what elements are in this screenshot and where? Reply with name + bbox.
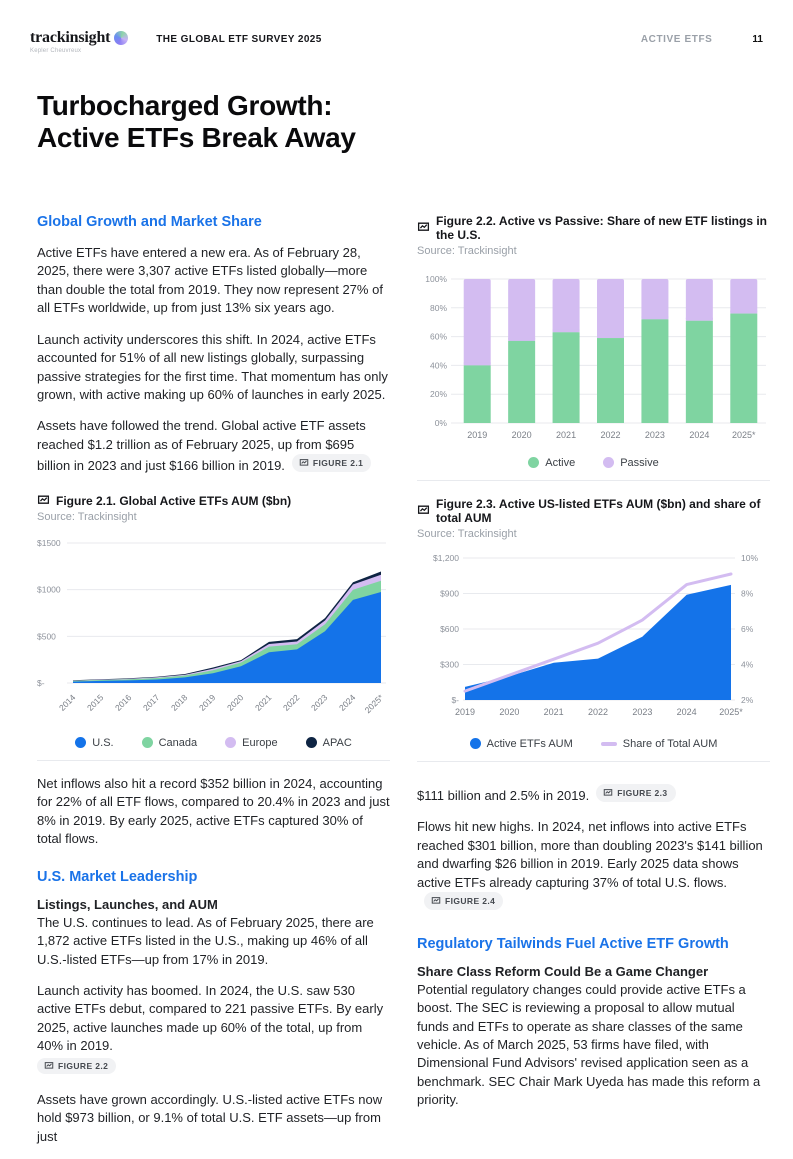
- figure-2-2-reference-badge[interactable]: [37, 1058, 116, 1074]
- figure-chart-icon: [603, 788, 613, 798]
- figure-caption-text: Figure 2.3. Active US-listed ETFs AUM ($bn) and share of total AUM: [436, 496, 761, 525]
- badge-label: FIGURE 2.4: [445, 896, 496, 907]
- section-label: ACTIVE ETFS: [640, 34, 713, 45]
- legend-label: Passive: [620, 456, 659, 469]
- left-column: [37, 214, 390, 1159]
- svg-text:2019: 2019: [467, 429, 488, 440]
- figure-2-1-source: Source: Trackinsight: [37, 510, 137, 523]
- svg-text:2023: 2023: [308, 692, 330, 713]
- page-title-line1: Turbocharged Growth:: [37, 90, 333, 121]
- legend-item-share-of-total-aum: [601, 738, 718, 750]
- brand-logo-text: [30, 30, 110, 54]
- paragraph-text: $111 billion and 2.5% in 2019.: [417, 787, 590, 803]
- svg-text:2024: 2024: [689, 429, 710, 440]
- svg-text:2025*: 2025*: [732, 429, 756, 440]
- figure-2-1: [37, 494, 390, 761]
- svg-text:2024: 2024: [336, 692, 358, 713]
- svg-text:0%: 0%: [434, 417, 447, 428]
- legend-item-active: [528, 457, 575, 469]
- svg-text:$-: $-: [451, 694, 459, 705]
- subheading-share-class-reform: Share Class Reform Could Be a Game Changer: [417, 963, 709, 979]
- legend-item-canada: [142, 737, 198, 749]
- legend-label: APAC: [322, 736, 352, 749]
- paragraph: [417, 818, 770, 913]
- paragraph: Launch activity has boomed. In 2024, the U.S. saw 530 active ETFs debut, compared to 221 passive ETFs. By early 2025, active launches made up 60% of the total, up from 40% in 2019.: [37, 983, 384, 1054]
- paragraph-text: Assets have followed the trend. Global active ETF assets reached $1.2 trillion as of February 2025, up from $695 billion in 2023 and just $166 billion in 2019.: [37, 418, 366, 474]
- svg-text:2023: 2023: [644, 429, 665, 440]
- chart-icon: [37, 494, 50, 507]
- legend-label: Share of Total AUM: [622, 737, 718, 750]
- heading-regulatory-tailwinds: Regulatory Tailwinds Fuel Active ETF Growth: [417, 935, 729, 952]
- figure-caption-text: Figure 2.1. Global Active ETFs AUM ($bn): [56, 493, 292, 508]
- legend-swatch-apac: [306, 737, 317, 748]
- figure-caption-text: Figure 2.2. Active vs Passive: Share of new ETF listings in the U.S.: [436, 213, 767, 242]
- chart-icon: [417, 504, 430, 517]
- svg-text:100%: 100%: [425, 273, 447, 284]
- svg-text:8%: 8%: [741, 588, 754, 599]
- badge-label: FIGURE 2.1: [312, 458, 364, 469]
- svg-text:2021: 2021: [556, 429, 577, 440]
- paragraph: Assets have grown accordingly. U.S.-listed active ETFs now hold $973 billion, or 9.1% of total U.S. ETF assets—up from just: [37, 1091, 383, 1144]
- figure-2-3-legend: [417, 738, 770, 750]
- svg-text:2020: 2020: [499, 706, 520, 717]
- page-number: 11: [752, 34, 763, 45]
- svg-text:4%: 4%: [741, 659, 754, 670]
- legend-item-active-etfs-aum: [470, 738, 573, 750]
- content-columns: [30, 213, 767, 1159]
- page-title-line2: Active ETFs Break Away: [37, 121, 356, 153]
- figure-2-2-source: Source: Trackinsight: [417, 244, 517, 257]
- svg-text:40%: 40%: [429, 360, 447, 371]
- legend-label: Active ETFs AUM: [486, 737, 573, 750]
- badge-label: FIGURE 2.2: [58, 1060, 109, 1071]
- svg-text:$1500: $1500: [37, 537, 61, 548]
- paragraph: Potential regulatory changes could provide active ETFs a boost. The SEC is reviewing a proposal to allow mutual funds and ETFs to operate as share classes of the same vehicle. As of March 2025, 53 firms have filed, with Dimensional Fund Advisors' revised application seen as a benchmark. SEC Chair Mark Uyeda has made this reform a priority.: [417, 981, 761, 1108]
- brand-logo[interactable]: [30, 30, 128, 54]
- heading-global-growth: Global Growth and Market Share: [37, 213, 262, 230]
- svg-text:2016: 2016: [112, 692, 134, 713]
- badge-label: FIGURE 2.3: [617, 787, 668, 798]
- figure-2-2-caption: [417, 214, 770, 242]
- figure-2-3-chart: [417, 550, 770, 730]
- legend-swatch-passive: [603, 457, 614, 468]
- svg-text:$900: $900: [440, 588, 459, 599]
- figure-2-1-chart: [37, 533, 390, 733]
- divider: [417, 480, 770, 481]
- brand-subtitle: Kepler Cheuvreux: [30, 48, 82, 54]
- svg-text:$500: $500: [37, 631, 56, 642]
- paragraph: [37, 417, 390, 475]
- figure-2-1-reference-badge[interactable]: [292, 454, 371, 472]
- svg-text:2020: 2020: [511, 429, 532, 440]
- figure-2-3-source: Source: Trackinsight: [417, 527, 517, 540]
- svg-text:$1000: $1000: [37, 584, 61, 595]
- legend-label: U.S.: [92, 736, 114, 749]
- legend-item-us: [75, 737, 113, 749]
- header-right: [641, 34, 763, 45]
- area-line-chart: [417, 550, 770, 730]
- legend-swatch-active: [528, 457, 539, 468]
- svg-text:2021: 2021: [252, 692, 274, 713]
- svg-text:10%: 10%: [741, 552, 759, 563]
- svg-text:2017: 2017: [140, 692, 162, 713]
- svg-text:2019: 2019: [196, 692, 218, 713]
- figure-2-1-legend: [37, 737, 390, 749]
- svg-text:60%: 60%: [429, 331, 447, 342]
- paragraph: Net inflows also hit a record $352 billion in 2024, accounting for 22% of all ETF flows, compared to 20.4% in 2023 and just 8% in 2019. By early 2025, active ETFs captured 30% of total flows.: [37, 775, 390, 847]
- legend-swatch-share: [601, 742, 617, 746]
- paragraph: The U.S. continues to lead. As of February 2025, there are 1,872 active ETFs listed in the U.S., making up 46% of all U.S.-listed ETFs—up from 17% in 2019.: [37, 914, 374, 967]
- svg-text:$600: $600: [440, 623, 459, 634]
- heading-us-market-leadership: U.S. Market Leadership: [37, 868, 198, 885]
- svg-text:2025*: 2025*: [362, 692, 386, 715]
- legend-swatch-us: [75, 737, 86, 748]
- subheading-listings-launches-aum: Listings, Launches, and AUM: [37, 896, 218, 912]
- svg-text:2021: 2021: [543, 706, 564, 717]
- figure-chart-icon: [431, 896, 441, 906]
- figure-chart-icon: [44, 1061, 54, 1071]
- figure-2-3: [417, 497, 770, 762]
- page-header: [30, 30, 763, 54]
- right-column: [417, 214, 770, 1159]
- svg-text:2019: 2019: [454, 706, 476, 717]
- svg-text:2022: 2022: [587, 706, 609, 717]
- figure-chart-icon: [299, 458, 309, 468]
- brand-logo-icon: [114, 31, 128, 45]
- svg-text:$300: $300: [440, 659, 459, 670]
- legend-swatch-europe: [225, 737, 236, 748]
- divider: [37, 760, 390, 761]
- svg-text:$1,200: $1,200: [433, 552, 459, 563]
- figure-2-4-reference-badge[interactable]: [424, 892, 503, 910]
- paragraph: Launch activity underscores this shift. In 2024, active ETFs accounted for 51% of all new listings globally, surpassing passive strategies for the first time. That momentum has only grown, with active making up 60% of launches in early 2025.: [37, 331, 388, 402]
- paragraph-text: Flows hit new highs. In 2024, net inflows into active ETFs reached $301 billion, more than doubling 2023's $141 billion and dwarfing $26 billion in 2019. Early 2025 data shows active ETFs already capturing 37% of total U.S. flows.: [417, 819, 763, 890]
- figure-2-2: [417, 214, 770, 481]
- svg-text:80%: 80%: [429, 302, 447, 313]
- figure-2-3-reference-badge[interactable]: [596, 784, 675, 802]
- paragraph: Active ETFs have entered a new era. As of February 28, 2025, there were 3,307 active ETFs listed globally—more than double the total from 2019. They now represent 27% of all ETFs worldwide, up from just 13% six years ago.: [37, 244, 383, 316]
- paragraph: [417, 784, 770, 805]
- svg-text:2018: 2018: [168, 692, 190, 713]
- svg-text:2022: 2022: [280, 692, 302, 713]
- svg-text:2%: 2%: [741, 694, 754, 705]
- svg-text:2024: 2024: [676, 706, 697, 717]
- stacked-area-chart: [37, 533, 390, 733]
- figure-2-3-caption: [417, 497, 770, 525]
- legend-item-passive: [603, 457, 659, 469]
- svg-text:2014: 2014: [56, 692, 78, 713]
- stacked-bar-chart: [417, 267, 770, 453]
- figure-2-2-legend: [417, 457, 770, 469]
- svg-text:2025*: 2025*: [719, 706, 743, 717]
- svg-text:$-: $-: [37, 677, 45, 688]
- svg-text:2022: 2022: [600, 429, 621, 440]
- svg-text:2020: 2020: [224, 692, 246, 713]
- svg-text:2015: 2015: [84, 692, 106, 713]
- legend-item-apac: [306, 737, 352, 749]
- legend-label: Canada: [158, 736, 198, 749]
- divider: [417, 761, 770, 762]
- brand-name: trackinsight: [30, 29, 111, 46]
- page-title: [37, 90, 756, 154]
- legend-label: Europe: [242, 736, 278, 749]
- legend-item-europe: [225, 737, 277, 749]
- svg-text:6%: 6%: [741, 623, 754, 634]
- svg-text:20%: 20%: [429, 389, 447, 400]
- legend-label: Active: [545, 456, 576, 469]
- chart-icon: [417, 221, 430, 234]
- figure-2-2-chart: [417, 267, 770, 453]
- legend-swatch-canada: [142, 737, 153, 748]
- document-title: THE GLOBAL ETF SURVEY 2025: [156, 34, 322, 45]
- figure-2-1-caption: [37, 494, 390, 508]
- svg-text:2023: 2023: [632, 706, 653, 717]
- legend-swatch-aum: [470, 738, 481, 749]
- badge-row: [37, 1058, 390, 1078]
